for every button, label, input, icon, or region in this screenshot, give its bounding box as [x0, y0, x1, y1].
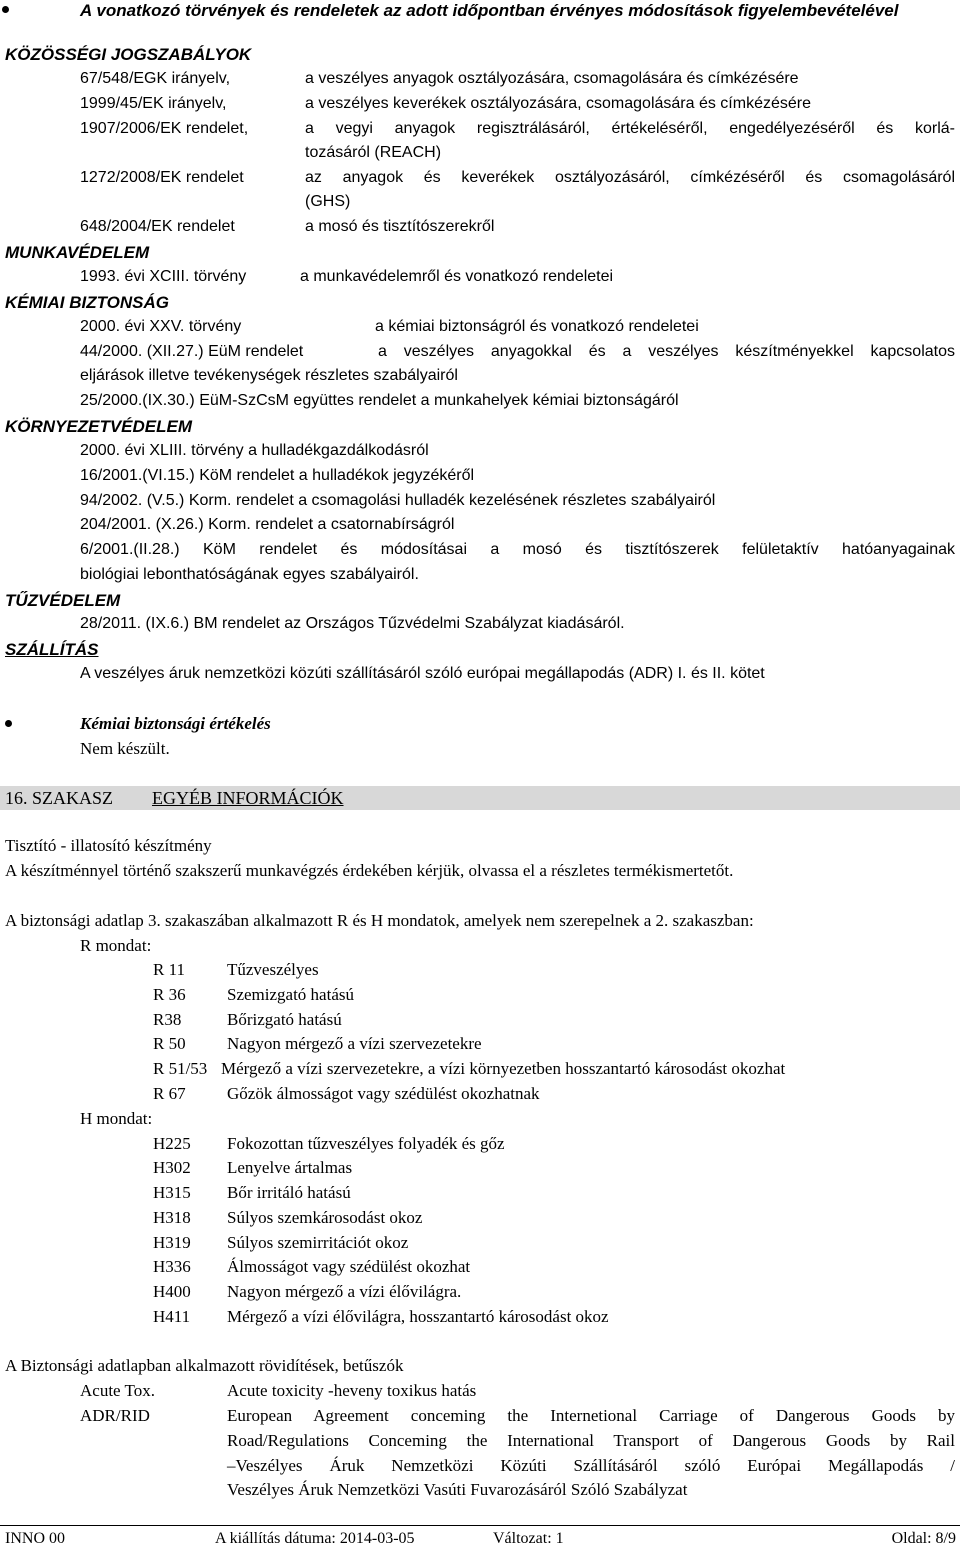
- abbrev-text: Veszélyes Áruk Nemzetközi Vasúti Fuvarozásáról Szóló Szabályzat: [227, 1480, 688, 1499]
- r-phrase-text: Szemizgató hatású: [227, 985, 354, 1004]
- r-phrases-label: R mondat:: [80, 936, 152, 955]
- regulation-ref: 1999/45/EK irányelv,: [80, 95, 227, 112]
- abbrev-title: A Biztonsági adatlapban alkalmazott rövidítések, betűszók: [5, 1356, 404, 1375]
- regulation-ref: 1993. évi XCIII. törvény: [80, 268, 247, 285]
- regulation-line: A veszélyes áruk nemzetközi közúti szállításáról szóló európai megállapodás (ADR) I. és II. kötet: [80, 665, 765, 682]
- regulation-desc: a mosó és tisztítószerekről: [305, 218, 495, 235]
- h-phrase-code: H411: [153, 1307, 191, 1326]
- header-note: A vonatkozó törvények és rendeletek az adott időpontban érvényes módosítások figyelembevételével: [80, 1, 899, 20]
- product-type: Tisztító - illatosító készítmény: [5, 836, 212, 855]
- footer-date: A kiállítás dátuma: 2014-03-05: [215, 1530, 415, 1547]
- abbrev-text: –Veszélyes Áruk Nemzetközi Közúti Szállításáról szóló Európai Megállapodás /: [227, 1456, 955, 1475]
- r-phrase-code: R 67: [153, 1084, 186, 1103]
- r-phrase-code: R 11: [153, 960, 185, 979]
- h-phrase-text: Súlyos szemkárosodást okoz: [227, 1208, 423, 1227]
- r-phrase-text: Tűzveszélyes: [227, 960, 319, 979]
- regulation-desc-cont: (GHS): [305, 193, 351, 210]
- h-phrase-code: H225: [153, 1134, 191, 1153]
- regulation-ref: 2000. évi XXV. törvény: [80, 318, 242, 335]
- regulation-desc: a kémiai biztonságról és vonatkozó rendeletei: [375, 318, 699, 335]
- r-phrase-code: R 51/53: [153, 1059, 208, 1078]
- h-phrase-text: Álmosságot vagy szédülést okozhat: [227, 1257, 471, 1276]
- regulation-desc: a veszélyes anyagok osztályozására, csomagolására és címkézésére: [305, 70, 799, 87]
- regulation-line: 16/2001.(VI.15.) KöM rendelet a hulladékok jegyzékéről: [80, 467, 475, 484]
- h-phrase-text: Mérgező a vízi élővilágra, hosszantartó károsodást okoz: [227, 1307, 609, 1326]
- r-phrase-code: R38: [153, 1010, 182, 1029]
- regulation-line: 28/2011. (IX.6.) BM rendelet az Országos Tűzvédelmi Szabályzat kiadásáról.: [80, 615, 625, 632]
- regulation-line: 94/2002. (V.5.) Korm. rendelet a csomagolási hulladék kezelésének részletes szabályairól: [80, 492, 716, 509]
- regulation-ref: 648/2004/EK rendelet: [80, 218, 235, 235]
- regulation-line-cont: biológiai lebonthatóságának egyes szabályairól.: [80, 566, 419, 583]
- h-phrase-text: Súlyos szemirritációt okoz: [227, 1233, 409, 1252]
- r-phrase-text: Nagyon mérgező a vízi szervezetekre: [227, 1034, 482, 1053]
- regulation-ref: 1272/2008/EK rendelet: [80, 169, 244, 186]
- regulation-line: 2000. évi XLIII. törvény a hulladékgazdálkodásról: [80, 442, 429, 459]
- abbrev-code: Acute Tox.: [80, 1381, 155, 1400]
- section-header-band: [0, 786, 960, 810]
- h-phrase-code: H315: [153, 1183, 191, 1202]
- heading-munkavedelem: MUNKAVÉDELEM: [5, 243, 150, 262]
- h-phrase-code: H400: [153, 1282, 191, 1301]
- abbrev-code: ADR/RID: [80, 1406, 150, 1425]
- regulation-desc-cont: tozásáról (REACH): [305, 144, 442, 161]
- regulation-ref: 1907/2006/EK rendelet,: [80, 120, 249, 137]
- regulation-line: 25/2000.(IX.30.) EüM-SzCsM együttes rendelet a munkahelyek kémiai biztonságáról: [80, 392, 679, 409]
- h-phrase-text: Nagyon mérgező a vízi élővilágra.: [227, 1282, 462, 1301]
- regulation-desc: a munkavédelemről és vonatkozó rendeletei: [300, 268, 614, 285]
- r-phrase-code: R 36: [153, 985, 186, 1004]
- abbrev-text: Road/Regulations Conceming the International Transport of Dangerous Goods by Rail: [227, 1431, 955, 1450]
- h-phrase-code: H302: [153, 1158, 191, 1177]
- regulation-desc: a veszélyes keverékek osztályozására, csomagolására és címkézésére: [305, 95, 811, 112]
- phrases-intro: A biztonsági adatlap 3. szakaszában alkalmazott R és H mondatok, amelyek nem szerepelnek a 2. szakaszban:: [5, 911, 754, 930]
- section-number: 16. SZAKASZ: [5, 788, 114, 808]
- h-phrase-code: H336: [153, 1257, 191, 1276]
- regulation-ref: 44/2000. (XII.27.) EüM rendelet: [80, 343, 304, 360]
- footer-version: Változat: 1: [493, 1530, 564, 1547]
- heading-kornyezet: KÖRNYEZETVÉDELEM: [5, 417, 193, 436]
- section-title: EGYÉB INFORMÁCIÓK: [152, 788, 344, 808]
- regulation-line: 204/2001. (X.26.) Korm. rendelet a csatornabírságról: [80, 516, 455, 533]
- h-phrase-text: Fokozottan tűzveszélyes folyadék és gőz: [227, 1134, 505, 1153]
- r-phrase-text: Bőrizgató hatású: [227, 1010, 342, 1029]
- usage-advice: A készítménnyel történő szakszerű munkavégzés érdekében kérjük, olvassa el a részletes termékismertetőt.: [5, 861, 734, 880]
- regulation-ref: 67/548/EGK irányelv,: [80, 70, 231, 87]
- kemiai-ertekeles-title: Kémiai biztonsági értékelés: [80, 714, 271, 733]
- regulation-desc-cont: eljárások illetve tevékenységek részletes szabályairól: [80, 367, 458, 384]
- h-phrase-text: Lenyelve ártalmas: [227, 1158, 353, 1177]
- r-phrase-text: Gőzök álmosságot vagy szédülést okozhatnak: [227, 1084, 540, 1103]
- kemiai-ertekeles-value: Nem készült.: [80, 739, 170, 758]
- h-phrase-code: H318: [153, 1208, 191, 1227]
- abbrev-text: Acute toxicity -heveny toxikus hatás: [227, 1381, 477, 1400]
- footer-code: INNO 00: [5, 1530, 65, 1547]
- heading-kemiai: KÉMIAI BIZTONSÁG: [5, 293, 170, 312]
- r-phrase-text: Mérgező a vízi szervezetekre, a vízi környezetben hosszantartó károsodást okozhat: [221, 1059, 786, 1078]
- h-phrases-label: H mondat:: [80, 1109, 153, 1128]
- regulation-desc: az anyagok és keverékek osztályozásáról, címkézéséről és csomagolásáról: [305, 169, 955, 186]
- h-phrase-code: H319: [153, 1233, 191, 1252]
- heading-tuzvedelem: TŰZVÉDELEM: [5, 591, 121, 610]
- regulation-line: 6/2001.(II.28.) KöM rendelet és módosításai a mosó és tisztítószerek felületaktív hatóanyagainak: [80, 541, 955, 558]
- regulation-desc: a vegyi anyagok regisztrálásáról, értékeléséről, engedélyezéséről és korlá-: [305, 120, 955, 137]
- regulation-desc: a veszélyes anyagokkal és a veszélyes készítményekkel kapcsolatos: [378, 343, 955, 360]
- bullet-icon: [5, 720, 12, 727]
- heading-szallitas: SZÁLLÍTÁS: [5, 640, 99, 659]
- footer-page: Oldal: 8/9: [891, 1530, 956, 1547]
- r-phrase-code: R 50: [153, 1034, 186, 1053]
- footer-divider: [0, 1525, 960, 1526]
- abbrev-text: European Agreement conceming the Internetional Carriage of Dangerous Goods by: [227, 1406, 955, 1425]
- h-phrase-text: Bőr irritáló hatású: [227, 1183, 351, 1202]
- bullet-icon: [2, 6, 9, 13]
- heading-kozossegi: KÖZÖSSÉGI JOGSZABÁLYOK: [5, 45, 252, 64]
